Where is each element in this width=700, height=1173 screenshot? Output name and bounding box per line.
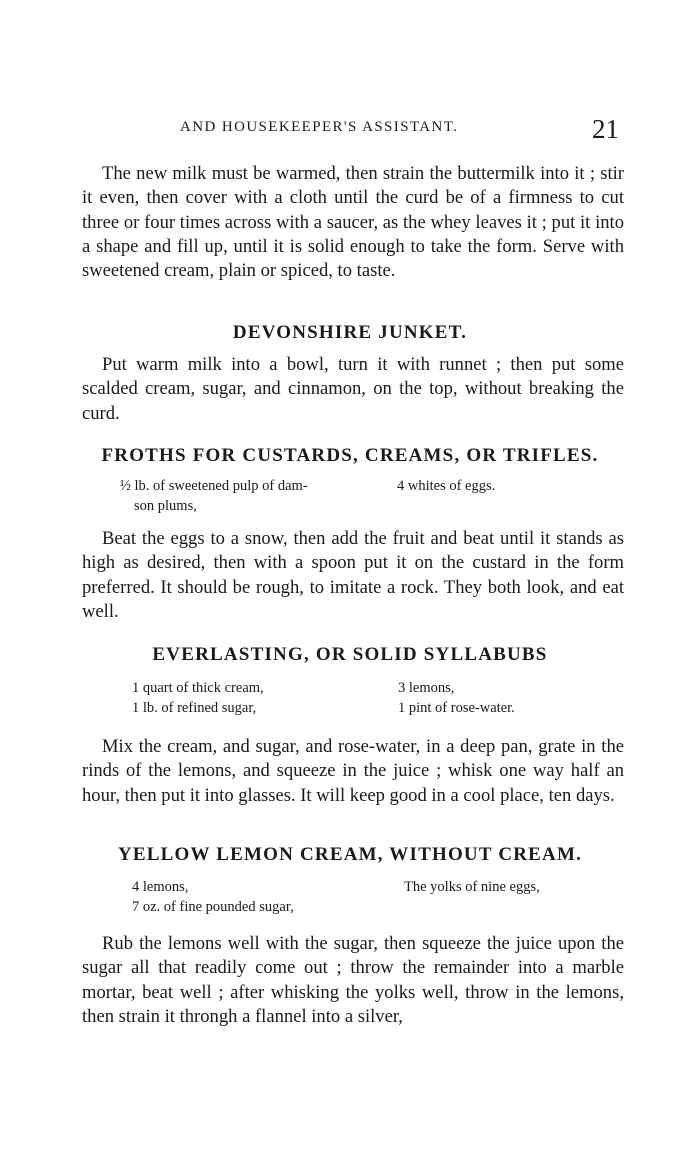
syllabubs-ingredient-line: 3 lemons, bbox=[398, 680, 455, 696]
froths-ingredient-line: 4 whites of eggs. bbox=[397, 478, 496, 494]
froths-ingredient-line: son plums, bbox=[134, 498, 197, 514]
yellow-lemon-cream-title: YELLOW LEMON CREAM, WITHOUT CREAM. bbox=[117, 844, 583, 865]
lemon-cream-ingredient-line: 7 oz. of fine pounded sugar, bbox=[132, 899, 294, 915]
everlasting-syllabubs-title: EVERLASTING, OR SOLID SYLLABUBS bbox=[152, 644, 548, 665]
lemon-cream-text: Rub the lemons well with the sugar, then squeeze the juice upon the sugar all that readily come out ; throw the remainder into a marble mortar, beat well ; after whisking the yolks well, throw in the lemons, then strain it throngh a flannel into a silver, bbox=[82, 933, 624, 1027]
syllabubs-ingredients-left bbox=[132, 678, 264, 718]
froths-ingredient-eggs bbox=[397, 476, 495, 496]
froths-title: FROTHS FOR CUSTARDS, CREAMS, OR TRIFLES. bbox=[101, 445, 599, 466]
froths-text: Beat the eggs to a snow, then add the fruit and beat until it stands as high as desired, then with a spoon put it on the custard in the form preferred. It should be rough, to imitate a rock. They both look, and eat well. bbox=[82, 528, 624, 622]
lemon-cream-ingredients-left bbox=[132, 877, 294, 917]
lemon-cream-ingredient-line: 4 lemons, bbox=[132, 879, 189, 895]
froths-ingredient-line: ½ lb. of sweetened pulp of dam- bbox=[120, 478, 308, 494]
lemon-cream-ingredient-line: The yolks of nine eggs, bbox=[404, 879, 540, 895]
froths-ingredient-plums bbox=[120, 476, 308, 516]
running-title: AND HOUSEKEEPER'S ASSISTANT. bbox=[180, 119, 459, 135]
devonshire-junket-text: Put warm milk into a bowl, turn it with runnet ; then put some scalded cream, sugar, and cinnamon, on the top, without breaking the curd. bbox=[82, 354, 624, 424]
syllabubs-ingredients-right bbox=[398, 678, 515, 718]
page-number: 21 bbox=[592, 114, 619, 144]
buttermilk-curd-paragraph: The new milk must be warmed, then strain the buttermilk into it ; stir it even, then cover with a cloth until the curd be of a firmness to cut three or four times across with a saucer, as the whey leaves it ; put it into a shape and fill up, until it is solid enough to take the form. Serve with sweetened cream, plain or spiced, to taste. bbox=[82, 163, 624, 282]
lemon-cream-ingredients-right bbox=[404, 877, 540, 897]
syllabubs-ingredient-line: 1 pint of rose-water. bbox=[398, 700, 515, 716]
running-head bbox=[0, 114, 700, 144]
syllabubs-ingredient-line: 1 quart of thick cream, bbox=[132, 680, 264, 696]
syllabubs-ingredient-line: 1 lb. of refined sugar, bbox=[132, 700, 257, 716]
syllabubs-text: Mix the cream, and sugar, and rose-water, in a deep pan, grate in the rinds of the lemons, and squeeze in the juice ; whisk one way half an hour, then put it into glasses. It will keep good in a cool place, ten days. bbox=[82, 736, 624, 806]
devonshire-junket-title: DEVONSHIRE JUNKET. bbox=[232, 322, 468, 343]
